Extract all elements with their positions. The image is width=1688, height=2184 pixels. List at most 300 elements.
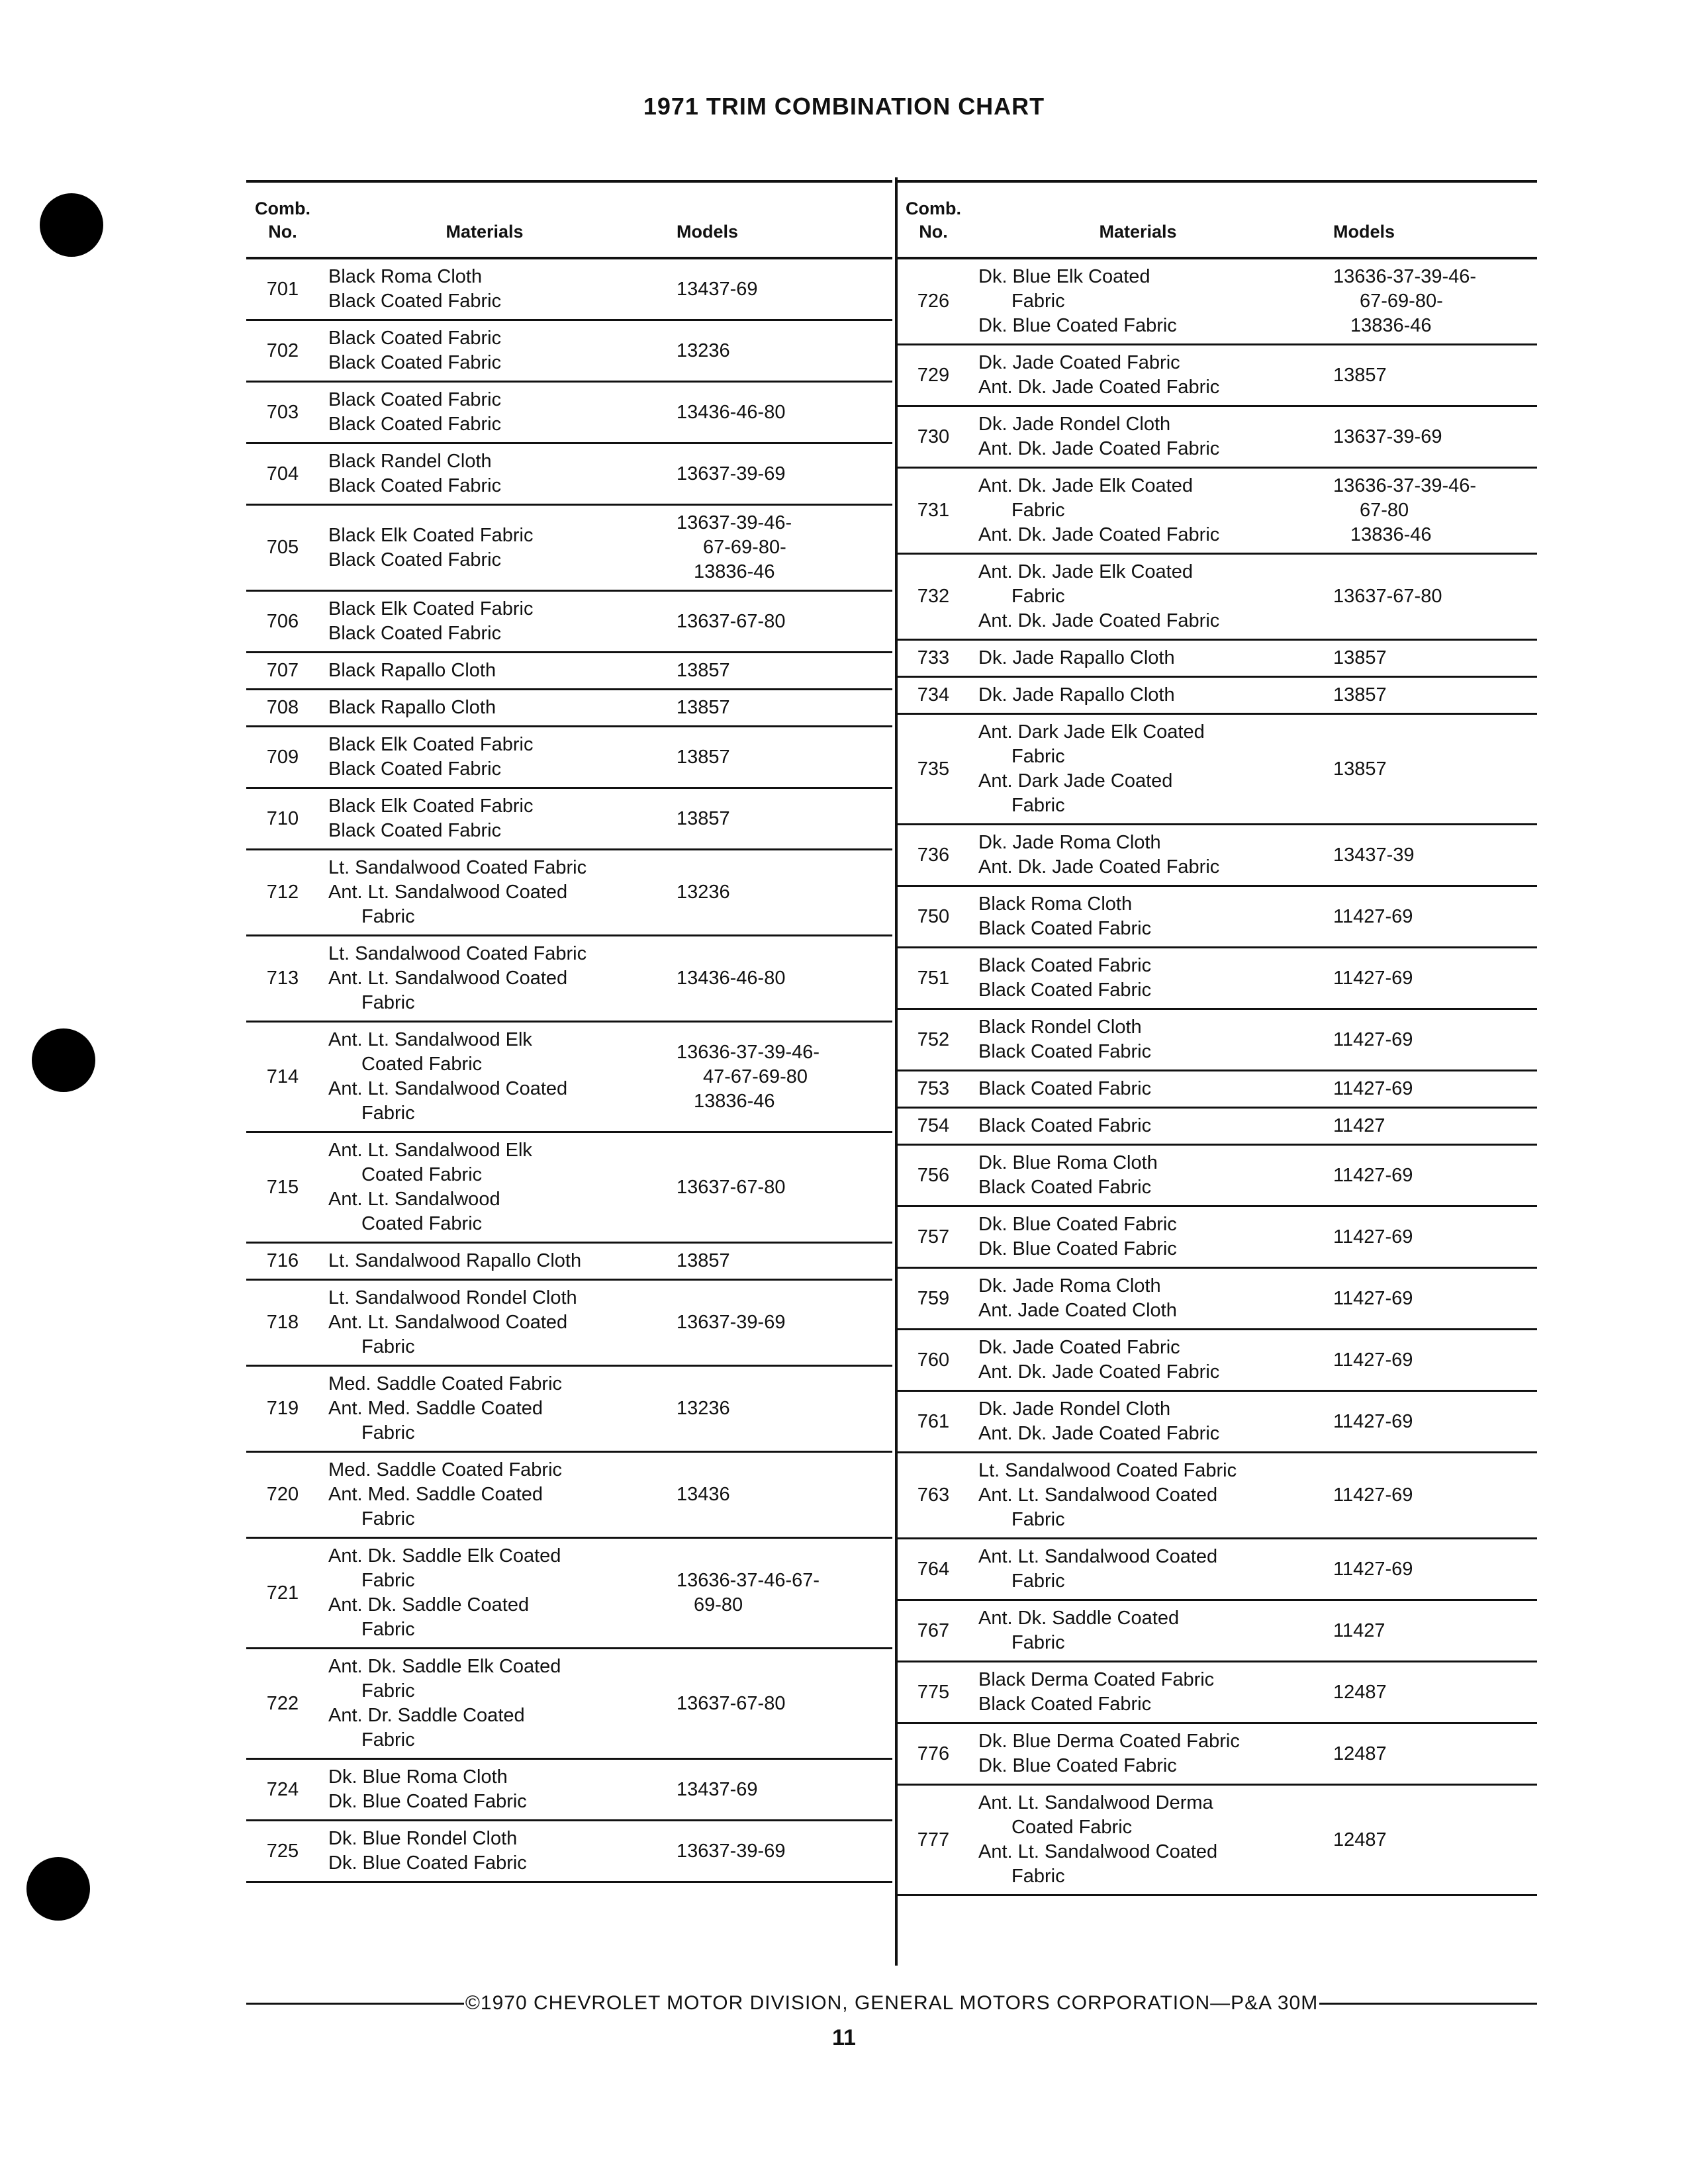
comb-number: 710 (246, 788, 319, 850)
materials-cell (969, 886, 1307, 948)
table-row (898, 554, 1537, 640)
table-row (246, 1280, 892, 1366)
comb-number: 715 (246, 1132, 319, 1243)
left-table-column (246, 180, 892, 1883)
material-line: Fabric (361, 1570, 415, 1592)
material-line: Black Coated Fabric (328, 389, 502, 411)
models-cell (650, 1280, 892, 1366)
material-line: Black Roma Cloth (328, 266, 483, 288)
model-line: 13857 (1333, 364, 1387, 386)
material-line: Ant. Lt. Sandalwood Coated (328, 882, 568, 903)
comb-number: 702 (246, 320, 319, 382)
model-line: 67-69-80- (1360, 291, 1443, 312)
models-cell (1307, 1108, 1537, 1145)
page-number: 11 (832, 2025, 856, 2050)
material-line: Ant. Lt. Sandalwood Coated (328, 968, 568, 989)
models-cell (1307, 1206, 1537, 1268)
materials-cell (969, 677, 1307, 714)
models-cell (650, 1821, 892, 1882)
material-line: Black Coated Fabric (328, 623, 502, 645)
model-line: 67-69-80- (703, 537, 786, 559)
comb-number: 733 (898, 640, 969, 677)
comb-number: 756 (898, 1145, 969, 1206)
models-cell (650, 1243, 892, 1280)
materials-cell (319, 1759, 650, 1821)
comb-number: 751 (898, 948, 969, 1009)
models-cell (650, 850, 892, 936)
model-line: 11427-69 (1333, 905, 1413, 927)
model-line: 11427 (1333, 1619, 1385, 1641)
model-line: 13236 (677, 882, 730, 903)
material-line: Dk. Blue Derma Coated Fabric (978, 1731, 1240, 1752)
material-line: Ant. Dk. Jade Coated Fabric (978, 524, 1220, 546)
material-line: Ant. Dk. Jade Coated Fabric (978, 438, 1220, 460)
material-line: Fabric (361, 1680, 415, 1702)
model-line: 11427-69 (1333, 1078, 1413, 1100)
model-line: 13236 (677, 1398, 730, 1420)
materials-cell (319, 443, 650, 505)
table-row (246, 258, 892, 320)
comb-number: 753 (898, 1071, 969, 1108)
materials-cell (319, 727, 650, 788)
materials-cell (319, 505, 650, 591)
comb-number: 720 (246, 1452, 319, 1538)
material-line: Ant. Lt. Sandalwood Elk (328, 1140, 532, 1161)
models-cell (1307, 1330, 1537, 1391)
material-line: Ant. Dk. Jade Coated Fabric (978, 856, 1220, 878)
material-line: Ant. Dk. Jade Coated Fabric (978, 610, 1220, 632)
model-line: 13236 (677, 340, 730, 361)
materials-cell (319, 653, 650, 690)
material-line: Black Rondel Cloth (978, 1017, 1142, 1038)
models-cell (650, 1022, 892, 1132)
material-line: Lt. Sandalwood Rondel Cloth (328, 1287, 577, 1309)
material-line: Fabric (1011, 1570, 1065, 1592)
materials-cell (969, 1453, 1307, 1539)
model-line: 11427-69 (1333, 967, 1413, 989)
material-line: Fabric (1011, 500, 1065, 522)
models-cell (650, 1452, 892, 1538)
models-cell (1307, 1009, 1537, 1071)
material-line: Black Rapallo Cloth (328, 660, 496, 682)
material-line: Black Elk Coated Fabric (328, 598, 534, 620)
models-cell (650, 788, 892, 850)
materials-cell (969, 345, 1307, 406)
material-line: Dk. Jade Coated Fabric (978, 1337, 1180, 1359)
table-row (898, 714, 1537, 825)
table-row (246, 1649, 892, 1759)
material-line: Fabric (1011, 746, 1065, 768)
table-body-right (898, 258, 1537, 1895)
material-line: Fabric (361, 1422, 415, 1444)
materials-cell (969, 640, 1307, 677)
comb-number: 731 (898, 468, 969, 554)
comb-number: 764 (898, 1539, 969, 1600)
material-line: Coated Fabric (361, 1213, 483, 1235)
comb-number: 757 (898, 1206, 969, 1268)
material-line: Dk. Blue Coated Fabric (328, 1791, 527, 1813)
material-line: Fabric (361, 1103, 415, 1124)
models-cell (650, 1759, 892, 1821)
model-line: 13857 (677, 697, 730, 719)
comb-number: 713 (246, 936, 319, 1022)
material-line: Black Elk Coated Fabric (328, 796, 534, 817)
material-line: Ant. Lt. Sandalwood Coated (328, 1312, 568, 1334)
models-cell (650, 591, 892, 653)
table-row (246, 1538, 892, 1649)
models-cell (1307, 554, 1537, 640)
models-cell (650, 258, 892, 320)
material-line: Ant. Lt. Sandalwood Elk (328, 1029, 532, 1051)
models-cell (1307, 258, 1537, 345)
comb-number: 734 (898, 677, 969, 714)
models-cell (650, 1366, 892, 1452)
material-line: Dk. Blue Roma Cloth (328, 1766, 508, 1788)
models-cell (1307, 640, 1537, 677)
comb-number: 735 (898, 714, 969, 825)
table-row (898, 468, 1537, 554)
material-line: Med. Saddle Coated Fabric (328, 1459, 563, 1481)
header-comb-no: Comb. No. (246, 181, 319, 258)
models-cell (1307, 1785, 1537, 1895)
material-line: Black Coated Fabric (328, 820, 502, 842)
model-line: 11427-69 (1333, 1287, 1413, 1309)
model-line: 11427-69 (1333, 1484, 1413, 1506)
materials-cell (319, 1649, 650, 1759)
model-line: 12487 (1333, 1681, 1387, 1703)
table-row (246, 443, 892, 505)
table-body-left (246, 258, 892, 1882)
table-row (246, 1759, 892, 1821)
materials-cell (969, 554, 1307, 640)
model-line: 11427-69 (1333, 1028, 1413, 1050)
material-line: Ant. Dk. Saddle Elk Coated (328, 1545, 561, 1567)
model-line: 13636-37-39-46- (1333, 266, 1477, 288)
comb-number: 725 (246, 1821, 319, 1882)
comb-number: 730 (898, 406, 969, 468)
punch-hole-bottom (26, 1857, 90, 1921)
comb-number: 775 (898, 1662, 969, 1723)
header-comb-no: Comb. No. (898, 181, 969, 258)
models-cell (1307, 1391, 1537, 1453)
material-line: Med. Saddle Coated Fabric (328, 1373, 563, 1395)
table-row (246, 382, 892, 443)
model-line: 13857 (1333, 647, 1387, 669)
right-table-column (898, 180, 1537, 1896)
material-line: Lt. Sandalwood Coated Fabric (328, 857, 587, 879)
comb-number: 750 (898, 886, 969, 948)
material-line: Fabric (361, 1729, 415, 1751)
comb-number: 701 (246, 258, 319, 320)
materials-cell (319, 258, 650, 320)
footer (246, 1992, 1537, 2015)
materials-cell (319, 1821, 650, 1882)
table-row (898, 1145, 1537, 1206)
material-line: Fabric (361, 1508, 415, 1530)
material-line: Dk. Blue Coated Fabric (978, 1238, 1177, 1260)
material-line: Dk. Jade Coated Fabric (978, 352, 1180, 374)
material-line: Fabric (361, 1336, 415, 1358)
model-line: 13437-69 (677, 278, 758, 300)
table-row (898, 1600, 1537, 1662)
table-row (246, 1132, 892, 1243)
material-line: Black Coated Fabric (328, 414, 502, 435)
model-line: 13857 (677, 746, 730, 768)
material-line: Ant. Lt. Sandalwood Coated (328, 1078, 568, 1100)
materials-cell (969, 1330, 1307, 1391)
models-cell (650, 1538, 892, 1649)
models-cell (1307, 825, 1537, 886)
materials-cell (969, 948, 1307, 1009)
materials-cell (969, 258, 1307, 345)
comb-number: 752 (898, 1009, 969, 1071)
comb-number: 706 (246, 591, 319, 653)
comb-number: 721 (246, 1538, 319, 1649)
table-row (246, 788, 892, 850)
models-cell (1307, 1600, 1537, 1662)
models-cell (1307, 1145, 1537, 1206)
model-line: 12487 (1333, 1743, 1387, 1764)
comb-number: 708 (246, 690, 319, 727)
model-line: 13637-67-80 (1333, 586, 1442, 608)
comb-number: 767 (898, 1600, 969, 1662)
model-line: 13637-39-69 (1333, 426, 1442, 447)
material-line: Dk. Jade Rondel Cloth (978, 1398, 1171, 1420)
material-line: Fabric (361, 906, 415, 928)
material-line: Ant. Dk. Jade Elk Coated (978, 561, 1193, 583)
material-line: Dk. Blue Coated Fabric (978, 315, 1177, 337)
models-cell (650, 443, 892, 505)
table-row (246, 1243, 892, 1280)
header-models: Models (1307, 181, 1537, 258)
trim-table-right (898, 180, 1537, 1896)
materials-cell (969, 1785, 1307, 1895)
model-line: 13857 (677, 807, 730, 829)
material-line: Black Randel Cloth (328, 451, 492, 473)
model-line: 69-80 (694, 1594, 743, 1616)
comb-number: 760 (898, 1330, 969, 1391)
table-row (246, 1821, 892, 1882)
punch-hole-middle (32, 1028, 95, 1092)
materials-cell (969, 406, 1307, 468)
table-row (898, 345, 1537, 406)
materials-cell (319, 1280, 650, 1366)
models-cell (1307, 406, 1537, 468)
materials-cell (969, 714, 1307, 825)
material-line: Coated Fabric (1011, 1817, 1133, 1839)
materials-cell (319, 788, 650, 850)
table-row (246, 1366, 892, 1452)
model-line: 13637-39-69 (677, 463, 786, 484)
punch-hole-top (40, 193, 103, 257)
table-row (246, 1452, 892, 1538)
model-line: 11427-69 (1333, 1410, 1413, 1432)
materials-cell (969, 1145, 1307, 1206)
model-line: 13857 (1333, 684, 1387, 706)
material-line: Dk. Jade Roma Cloth (978, 1275, 1161, 1297)
material-line: Black Coated Fabric (978, 1041, 1152, 1063)
model-line: 12487 (1333, 1829, 1387, 1850)
models-cell (650, 936, 892, 1022)
table-header-row (246, 181, 892, 258)
material-line: Black Coated Fabric (978, 1694, 1152, 1715)
table-row (246, 850, 892, 936)
material-line: Coated Fabric (361, 1164, 483, 1186)
material-line: Lt. Sandalwood Coated Fabric (978, 1460, 1237, 1482)
material-line: Ant. Lt. Sandalwood Coated (978, 1484, 1218, 1506)
material-line: Black Coated Fabric (978, 1115, 1152, 1137)
model-line: 13637-39-69 (677, 1312, 786, 1334)
material-line: Black Coated Fabric (328, 328, 502, 349)
material-line: Black Coated Fabric (328, 758, 502, 780)
header-materials: Materials (319, 181, 650, 258)
materials-cell (969, 1723, 1307, 1785)
models-cell (650, 653, 892, 690)
comb-number: 722 (246, 1649, 319, 1759)
table-row (898, 1391, 1537, 1453)
model-line: 67-80 (1360, 500, 1409, 522)
model-line: 13836-46 (1350, 315, 1432, 337)
comb-number: 714 (246, 1022, 319, 1132)
models-cell (1307, 1662, 1537, 1723)
header-models: Models (650, 181, 892, 258)
material-line: Black Coated Fabric (978, 979, 1152, 1001)
table-row (898, 1330, 1537, 1391)
model-line: 13836-46 (694, 1090, 775, 1112)
material-line: Black Roma Cloth (978, 893, 1133, 915)
material-line: Coated Fabric (361, 1054, 483, 1075)
materials-cell (319, 1538, 650, 1649)
model-line: 47-67-69-80 (703, 1066, 808, 1087)
comb-number: 729 (898, 345, 969, 406)
material-line: Dk. Jade Rondel Cloth (978, 414, 1171, 435)
models-cell (1307, 714, 1537, 825)
material-line: Black Elk Coated Fabric (328, 734, 534, 756)
table-row (898, 640, 1537, 677)
models-cell (650, 505, 892, 591)
materials-cell (319, 1452, 650, 1538)
table-row (898, 1071, 1537, 1108)
materials-cell (319, 591, 650, 653)
materials-cell (969, 1009, 1307, 1071)
material-line: Ant. Med. Saddle Coated (328, 1398, 543, 1420)
material-line: Ant. Dark Jade Coated (978, 770, 1173, 792)
comb-number: 777 (898, 1785, 969, 1895)
materials-cell (969, 1206, 1307, 1268)
material-line: Dk. Jade Rapallo Cloth (978, 647, 1175, 669)
model-line: 11427-69 (1333, 1164, 1413, 1186)
model-line: 13637-39-69 (677, 1840, 786, 1862)
table-row (898, 1662, 1537, 1723)
materials-cell (969, 1662, 1307, 1723)
material-line: Black Coated Fabric (978, 918, 1152, 940)
materials-cell (969, 825, 1307, 886)
materials-cell (969, 1108, 1307, 1145)
material-line: Black Elk Coated Fabric (328, 524, 534, 546)
model-line: 13857 (677, 1250, 730, 1272)
comb-number: 719 (246, 1366, 319, 1452)
material-line: Dk. Jade Roma Cloth (978, 832, 1161, 854)
comb-number: 712 (246, 850, 319, 936)
comb-number: 707 (246, 653, 319, 690)
table-row (246, 653, 892, 690)
material-line: Fabric (361, 992, 415, 1014)
models-cell (1307, 1453, 1537, 1539)
material-line: Fabric (361, 1619, 415, 1641)
models-cell (1307, 1268, 1537, 1330)
table-row (898, 1108, 1537, 1145)
model-line: 13437-39 (1333, 844, 1415, 866)
models-cell (650, 382, 892, 443)
material-line: Dk. Jade Rapallo Cloth (978, 684, 1175, 706)
comb-number: 736 (898, 825, 969, 886)
model-line: 13636-37-39-46- (1333, 475, 1477, 497)
table-header-row (898, 181, 1537, 258)
table-row (246, 690, 892, 727)
material-line: Dk. Blue Roma Cloth (978, 1152, 1158, 1174)
material-line: Black Coated Fabric (328, 549, 502, 570)
table-row (246, 1022, 892, 1132)
model-line: 13637-67-80 (677, 1176, 786, 1198)
models-cell (1307, 1539, 1537, 1600)
table-row (246, 320, 892, 382)
model-line: 13836-46 (1350, 524, 1432, 546)
material-line: Dk. Blue Rondel Cloth (328, 1828, 518, 1850)
table-row (898, 1785, 1537, 1895)
table-row (246, 727, 892, 788)
materials-cell (319, 320, 650, 382)
materials-cell (319, 382, 650, 443)
model-line: 11427-69 (1333, 1226, 1413, 1248)
material-line: Black Coated Fabric (328, 475, 502, 497)
materials-cell (319, 936, 650, 1022)
material-line: Ant. Dk. Jade Elk Coated (978, 475, 1193, 497)
material-line: Dk. Blue Coated Fabric (978, 1214, 1177, 1236)
table-row (898, 1009, 1537, 1071)
material-line: Ant. Dk. Jade Coated Fabric (978, 1423, 1220, 1445)
material-line: Ant. Dk. Saddle Coated (978, 1608, 1180, 1629)
materials-cell (969, 1268, 1307, 1330)
material-line: Fabric (1011, 1632, 1065, 1654)
table-row (898, 1453, 1537, 1539)
material-line: Ant. Dark Jade Elk Coated (978, 721, 1205, 743)
table-row (898, 1268, 1537, 1330)
material-line: Fabric (1011, 1866, 1065, 1888)
material-line: Ant. Lt. Sandalwood Derma (978, 1792, 1213, 1814)
material-line: Black Coated Fabric (978, 1078, 1152, 1100)
table-row (246, 505, 892, 591)
materials-cell (969, 1539, 1307, 1600)
table-row (246, 591, 892, 653)
material-line: Ant. Dk. Saddle Coated (328, 1594, 530, 1616)
materials-cell (969, 1391, 1307, 1453)
trim-table-left (246, 180, 892, 1883)
materials-cell (319, 1132, 650, 1243)
models-cell (650, 1132, 892, 1243)
models-cell (1307, 1723, 1537, 1785)
material-line: Black Derma Coated Fabric (978, 1669, 1215, 1691)
table-row (898, 677, 1537, 714)
material-line: Black Rapallo Cloth (328, 697, 496, 719)
model-line: 11427 (1333, 1115, 1385, 1137)
model-line: 13857 (677, 660, 730, 682)
material-line: Ant. Lt. Sandalwood (328, 1189, 500, 1210)
model-line: 13436-46-80 (677, 401, 786, 423)
comb-number: 763 (898, 1453, 969, 1539)
model-line: 13836-46 (694, 561, 775, 583)
model-line: 13436-46-80 (677, 968, 786, 989)
comb-number: 732 (898, 554, 969, 640)
